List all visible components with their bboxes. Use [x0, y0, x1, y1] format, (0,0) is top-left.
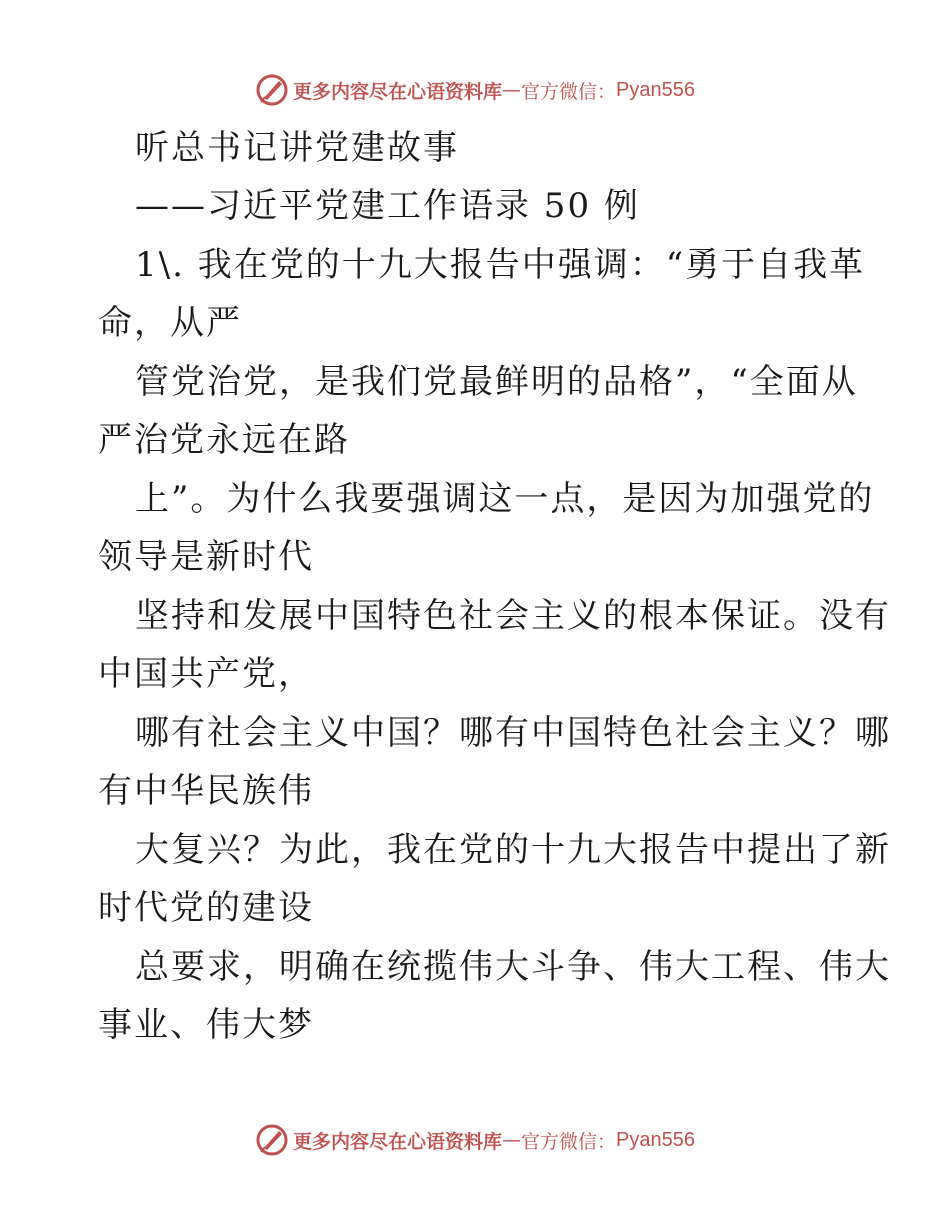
paragraph-line: 严治党永远在路	[98, 420, 350, 460]
wechat-id: Pyan556	[616, 1128, 695, 1151]
paragraph-line: 事业、伟大梦	[98, 1005, 314, 1045]
paragraph-line: 坚持和发展中国特色社会主义的根本保证。没有	[135, 596, 891, 636]
wechat-id: Pyan556	[616, 78, 695, 101]
paragraph-line: 管党治党，是我们党最鲜明的品格”，“全面从	[135, 362, 858, 402]
paragraph-line: 大复兴？为此，我在党的十九大报告中提出了新	[135, 830, 891, 870]
quill-seal-icon	[255, 1123, 289, 1157]
paragraph-line: 中国共产党，	[98, 654, 314, 694]
footer-banner	[0, 1120, 950, 1160]
document-title: 听总书记讲党建故事	[135, 128, 459, 168]
promo-text: 更多内容尽在心语资料库	[293, 80, 503, 103]
promo-text: 更多内容尽在心语资料库	[293, 1130, 503, 1153]
separator: —	[502, 1129, 522, 1151]
paragraph-line: 哪有社会主义中国？哪有中国特色社会主义？哪	[135, 713, 891, 753]
paragraph-line: 总要求，明确在统揽伟大斗争、伟大工程、伟大	[135, 947, 891, 987]
wechat-label: 官方微信：	[521, 80, 617, 103]
separator: —	[502, 79, 522, 101]
paragraph-line: 命，从严	[98, 303, 242, 343]
paragraph-line: 有中华民族伟	[98, 771, 314, 811]
paragraph-line: 领导是新时代	[98, 537, 314, 577]
paragraph-line: 上”。为什么我要强调这一点，是因为加强党的	[135, 479, 875, 519]
paragraph-line: 时代党的建设	[98, 888, 314, 928]
document-subtitle: ——习近平党建工作语录 50 例	[135, 186, 640, 226]
wechat-label: 官方微信：	[521, 1130, 617, 1153]
paragraph-line: 1\. 我在党的十九大报告中强调：“勇于自我革	[135, 245, 866, 285]
